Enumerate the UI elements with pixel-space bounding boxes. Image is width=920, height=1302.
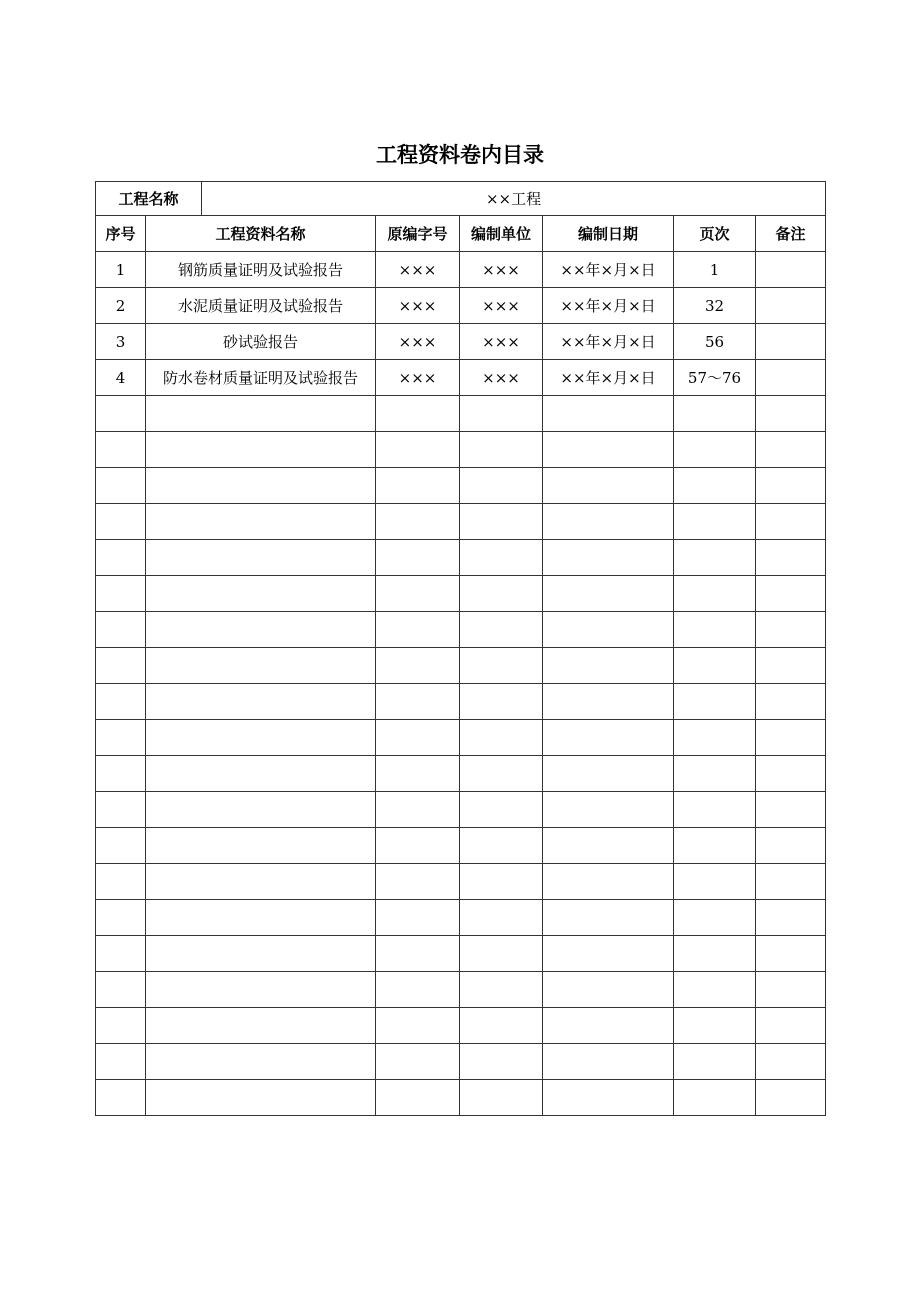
project-label: 工程名称 <box>96 182 202 216</box>
empty-cell <box>460 936 543 972</box>
empty-cell <box>543 1008 674 1044</box>
empty-cell <box>543 576 674 612</box>
empty-cell <box>543 648 674 684</box>
empty-cell <box>756 756 826 792</box>
header-pages: 页次 <box>674 216 756 252</box>
empty-cell <box>756 504 826 540</box>
empty-cell <box>460 900 543 936</box>
cell-seq: 4 <box>96 360 146 396</box>
cell-orig-no: ××× <box>376 360 460 396</box>
empty-cell <box>146 504 376 540</box>
empty-cell <box>146 1008 376 1044</box>
header-orig-no: 原编字号 <box>376 216 460 252</box>
cell-date: ××年×月×日 <box>543 324 674 360</box>
empty-cell <box>674 396 756 432</box>
empty-cell <box>674 1044 756 1080</box>
empty-cell <box>674 684 756 720</box>
empty-cell <box>146 432 376 468</box>
cell-pages: 57～76 <box>674 360 756 396</box>
empty-cell <box>756 468 826 504</box>
header-remarks: 备注 <box>756 216 826 252</box>
empty-cell <box>146 972 376 1008</box>
empty-cell <box>146 1044 376 1080</box>
empty-cell <box>376 540 460 576</box>
empty-cell <box>96 720 146 756</box>
empty-row <box>96 468 826 504</box>
empty-cell <box>543 540 674 576</box>
empty-cell <box>756 576 826 612</box>
empty-row <box>96 720 826 756</box>
empty-cell <box>146 612 376 648</box>
cell-pages: 56 <box>674 324 756 360</box>
empty-cell <box>756 936 826 972</box>
empty-cell <box>376 432 460 468</box>
empty-row <box>96 612 826 648</box>
empty-cell <box>460 864 543 900</box>
empty-row <box>96 1080 826 1116</box>
empty-cell <box>146 756 376 792</box>
empty-cell <box>96 1044 146 1080</box>
header-date: 编制日期 <box>543 216 674 252</box>
empty-cell <box>96 576 146 612</box>
empty-cell <box>376 720 460 756</box>
empty-row <box>96 1044 826 1080</box>
empty-cell <box>543 396 674 432</box>
empty-cell <box>543 900 674 936</box>
catalog-table <box>95 181 826 1116</box>
cell-name: 钢筋质量证明及试验报告 <box>146 252 376 288</box>
project-row <box>96 182 826 216</box>
empty-cell <box>543 684 674 720</box>
empty-cell <box>96 612 146 648</box>
empty-cell <box>376 792 460 828</box>
cell-date: ××年×月×日 <box>543 288 674 324</box>
empty-cell <box>543 972 674 1008</box>
empty-row <box>96 900 826 936</box>
empty-cell <box>756 648 826 684</box>
empty-cell <box>96 756 146 792</box>
empty-cell <box>460 612 543 648</box>
empty-row <box>96 828 826 864</box>
empty-row <box>96 648 826 684</box>
empty-cell <box>146 540 376 576</box>
table-row <box>96 288 826 324</box>
empty-cell <box>376 1008 460 1044</box>
empty-cell <box>756 684 826 720</box>
empty-cell <box>96 648 146 684</box>
cell-unit: ××× <box>460 324 543 360</box>
empty-cell <box>146 792 376 828</box>
empty-cell <box>376 756 460 792</box>
empty-row <box>96 684 826 720</box>
empty-cell <box>96 540 146 576</box>
empty-cell <box>756 792 826 828</box>
cell-date: ××年×月×日 <box>543 252 674 288</box>
empty-cell <box>460 684 543 720</box>
empty-cell <box>146 864 376 900</box>
empty-cell <box>543 504 674 540</box>
empty-cell <box>756 900 826 936</box>
empty-cell <box>460 540 543 576</box>
cell-unit: ××× <box>460 360 543 396</box>
project-value: ××工程 <box>202 182 826 216</box>
cell-remarks <box>756 324 826 360</box>
cell-name: 防水卷材质量证明及试验报告 <box>146 360 376 396</box>
cell-remarks <box>756 360 826 396</box>
cell-name: 水泥质量证明及试验报告 <box>146 288 376 324</box>
empty-cell <box>460 720 543 756</box>
header-name: 工程资料名称 <box>146 216 376 252</box>
empty-cell <box>460 828 543 864</box>
empty-cell <box>756 540 826 576</box>
empty-cell <box>756 1044 826 1080</box>
empty-cell <box>543 864 674 900</box>
cell-orig-no: ××× <box>376 252 460 288</box>
empty-row <box>96 576 826 612</box>
empty-cell <box>96 1080 146 1116</box>
empty-cell <box>543 720 674 756</box>
empty-cell <box>674 432 756 468</box>
empty-cell <box>674 936 756 972</box>
empty-cell <box>96 828 146 864</box>
header-seq: 序号 <box>96 216 146 252</box>
empty-cell <box>96 504 146 540</box>
empty-cell <box>543 936 674 972</box>
cell-seq: 1 <box>96 252 146 288</box>
empty-cell <box>376 864 460 900</box>
empty-cell <box>543 468 674 504</box>
empty-cell <box>460 972 543 1008</box>
empty-cell <box>674 1080 756 1116</box>
empty-cell <box>96 468 146 504</box>
empty-cell <box>543 756 674 792</box>
empty-cell <box>96 684 146 720</box>
empty-cell <box>96 972 146 1008</box>
empty-cell <box>146 468 376 504</box>
empty-cell <box>460 1080 543 1116</box>
empty-cell <box>96 792 146 828</box>
empty-row <box>96 792 826 828</box>
empty-cell <box>460 504 543 540</box>
empty-cell <box>674 540 756 576</box>
empty-cell <box>460 648 543 684</box>
empty-cell <box>96 864 146 900</box>
empty-cell <box>146 684 376 720</box>
empty-row <box>96 432 826 468</box>
cell-date: ××年×月×日 <box>543 360 674 396</box>
empty-cell <box>96 432 146 468</box>
empty-cell <box>756 1008 826 1044</box>
empty-cell <box>376 468 460 504</box>
empty-cell <box>146 936 376 972</box>
empty-cell <box>376 900 460 936</box>
cell-remarks <box>756 288 826 324</box>
empty-cell <box>674 828 756 864</box>
empty-cell <box>543 432 674 468</box>
empty-cell <box>674 900 756 936</box>
empty-cell <box>376 936 460 972</box>
empty-cell <box>674 468 756 504</box>
empty-cell <box>674 720 756 756</box>
cell-orig-no: ××× <box>376 324 460 360</box>
empty-cell <box>674 504 756 540</box>
empty-cell <box>756 612 826 648</box>
empty-cell <box>146 648 376 684</box>
empty-cell <box>146 1080 376 1116</box>
cell-seq: 2 <box>96 288 146 324</box>
empty-cell <box>460 1008 543 1044</box>
cell-pages: 1 <box>674 252 756 288</box>
empty-cell <box>376 396 460 432</box>
cell-name: 砂试验报告 <box>146 324 376 360</box>
empty-cell <box>146 900 376 936</box>
empty-cell <box>460 576 543 612</box>
empty-row <box>96 1008 826 1044</box>
empty-cell <box>376 1080 460 1116</box>
cell-pages: 32 <box>674 288 756 324</box>
empty-cell <box>146 720 376 756</box>
empty-row <box>96 396 826 432</box>
empty-cell <box>543 1044 674 1080</box>
empty-cell <box>674 1008 756 1044</box>
empty-cell <box>96 936 146 972</box>
header-unit: 编制单位 <box>460 216 543 252</box>
empty-cell <box>674 972 756 1008</box>
cell-seq: 3 <box>96 324 146 360</box>
empty-cell <box>756 828 826 864</box>
empty-cell <box>146 828 376 864</box>
empty-cell <box>376 828 460 864</box>
empty-row <box>96 936 826 972</box>
table-row <box>96 252 826 288</box>
cell-unit: ××× <box>460 288 543 324</box>
empty-cell <box>460 468 543 504</box>
empty-cell <box>460 1044 543 1080</box>
empty-cell <box>376 504 460 540</box>
empty-cell <box>674 792 756 828</box>
empty-cell <box>756 972 826 1008</box>
empty-cell <box>376 648 460 684</box>
empty-cell <box>543 792 674 828</box>
empty-cell <box>674 864 756 900</box>
empty-cell <box>543 612 674 648</box>
empty-cell <box>674 612 756 648</box>
header-row <box>96 216 826 252</box>
empty-cell <box>376 972 460 1008</box>
empty-cell <box>543 1080 674 1116</box>
empty-cell <box>756 396 826 432</box>
empty-cell <box>96 396 146 432</box>
empty-cell <box>146 576 376 612</box>
table-row <box>96 360 826 396</box>
empty-row <box>96 540 826 576</box>
empty-cell <box>756 1080 826 1116</box>
empty-cell <box>460 432 543 468</box>
empty-cell <box>543 828 674 864</box>
empty-row <box>96 864 826 900</box>
empty-cell <box>146 396 376 432</box>
empty-cell <box>96 900 146 936</box>
empty-cell <box>376 612 460 648</box>
empty-cell <box>674 576 756 612</box>
empty-cell <box>376 684 460 720</box>
empty-cell <box>460 792 543 828</box>
empty-cell <box>674 648 756 684</box>
empty-cell <box>460 396 543 432</box>
table-row <box>96 324 826 360</box>
cell-remarks <box>756 252 826 288</box>
empty-row <box>96 504 826 540</box>
cell-orig-no: ××× <box>376 288 460 324</box>
empty-cell <box>756 720 826 756</box>
empty-cell <box>376 1044 460 1080</box>
empty-row <box>96 972 826 1008</box>
empty-cell <box>756 864 826 900</box>
empty-row <box>96 756 826 792</box>
empty-cell <box>376 576 460 612</box>
cell-unit: ××× <box>460 252 543 288</box>
empty-cell <box>756 432 826 468</box>
empty-cell <box>96 1008 146 1044</box>
empty-cell <box>460 756 543 792</box>
page-title: 工程资料卷内目录 <box>376 143 544 167</box>
empty-cell <box>674 756 756 792</box>
